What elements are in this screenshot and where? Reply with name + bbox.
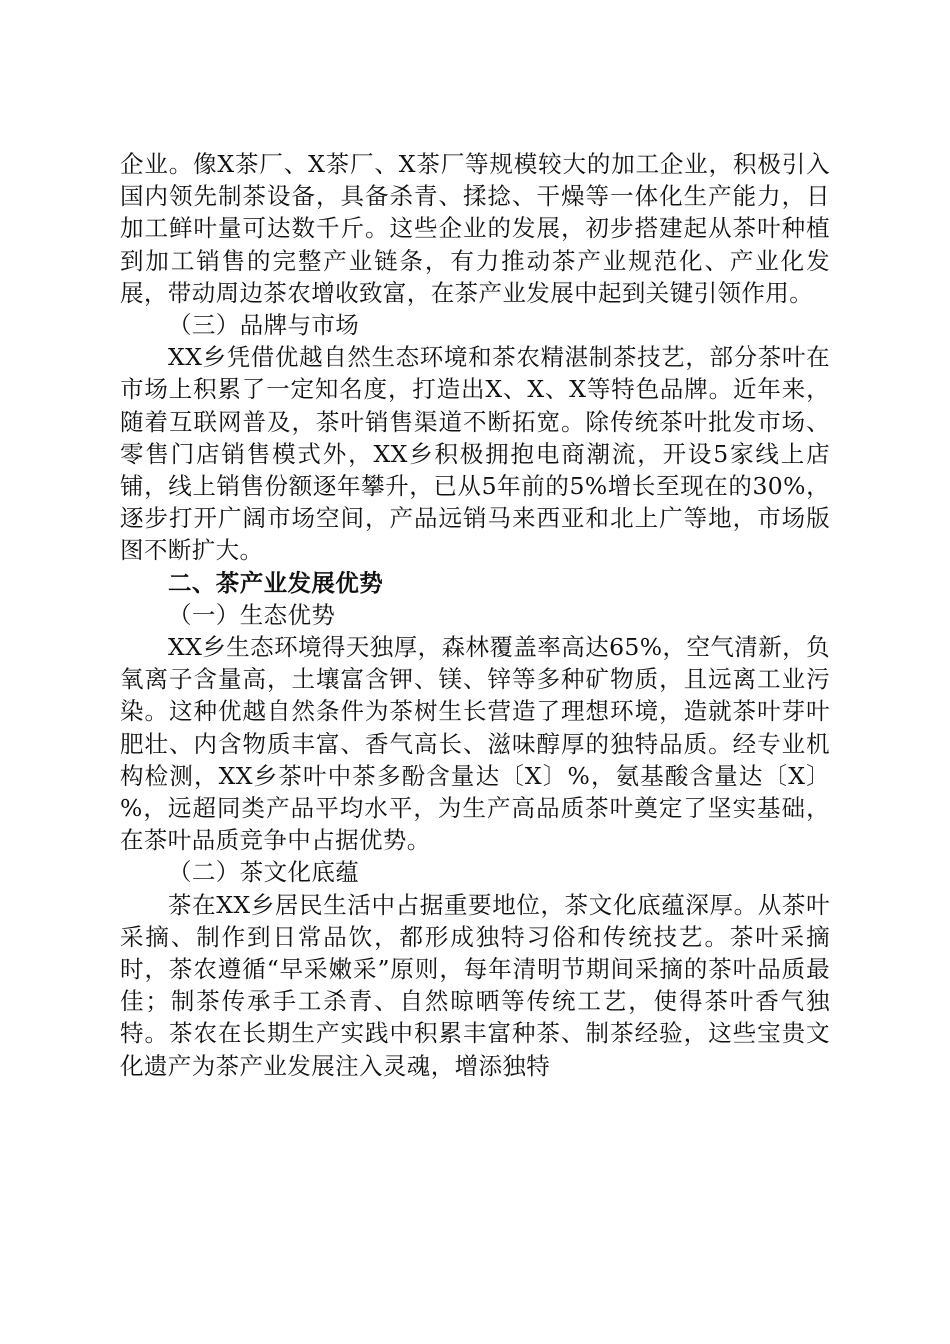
document-body [120, 148, 830, 1082]
section-heading-tea-culture: （二）茶文化底蕴 [168, 858, 360, 887]
paragraph-tea-culture: 茶在XX乡居民生活中占据重要地位，茶文化底蕴深厚。从茶叶采摘、制作到日常品饮，都形成独特习俗和传统技艺。茶叶采摘时，茶农遵循“早采嫩采”原则，每年清明节期间采摘的茶叶品质最佳；制茶传承手工杀青、自然晾晒等传统工艺，使得茶叶香气独特。茶农在长期生产实践中积累丰富种茶、制茶经验，这些宝贵文化遗产为茶产业发展注入灵魂，增添独特 [120, 890, 830, 1080]
section-heading-brand-market: （三）品牌与市场 [168, 311, 360, 340]
paragraph-ecology: XX乡生态环境得天独厚，森林覆盖率高达65%，空气清新，负氧离子含量高，土壤富含钾、镁、锌等多种矿物质，且远离工业污染。这种优越自然条件为茶树生长营造了理想环境，造就茶叶芽叶肥壮、内含物质丰富、香气高长、滋味醇厚的独特品质。经专业机构检测，XX乡茶叶中茶多酚含量达〔X〕%，氨基酸含量达〔X〕%，远超同类产品平均水平，为生产高品质茶叶奠定了坚实基础，在茶叶品质竞争中占据优势。 [120, 633, 830, 855]
section-heading-ecology: （一）生态优势 [168, 600, 336, 629]
paragraph-brand-market: XX乡凭借优越自然生态环境和茶农精湛制茶技艺，部分茶叶在市场上积累了一定知名度，打造出X、X、X等特色品牌。近年来，随着互联网普及，茶叶销售渠道不断拓宽。除传统茶叶批发市场、零售门店销售模式外，XX乡积极拥抱电商潮流，开设5家线上店铺，线上销售份额逐年攀升，已从5年前的5%增长至现在的30%，逐步打开广阔市场空间，产品远销马来西亚和北上广等地，市场版图不断扩大。 [120, 343, 830, 565]
chapter-heading-advantages: 二、茶产业发展优势 [168, 568, 384, 597]
paragraph-processing-enterprises: 企业。像X茶厂、X茶厂、X茶厂等规模较大的加工企业，积极引入国内领先制茶设备，具备杀青、揉捻、干燥等一体化生产能力，日加工鲜叶量可达数千斤。这些企业的发展，初步搭建起从茶叶种植到加工销售的完整产业链条，有力推动茶产业规范化、产业化发展，带动周边茶农增收致富，在茶产业发展中起到关键引领作用。 [120, 150, 830, 307]
